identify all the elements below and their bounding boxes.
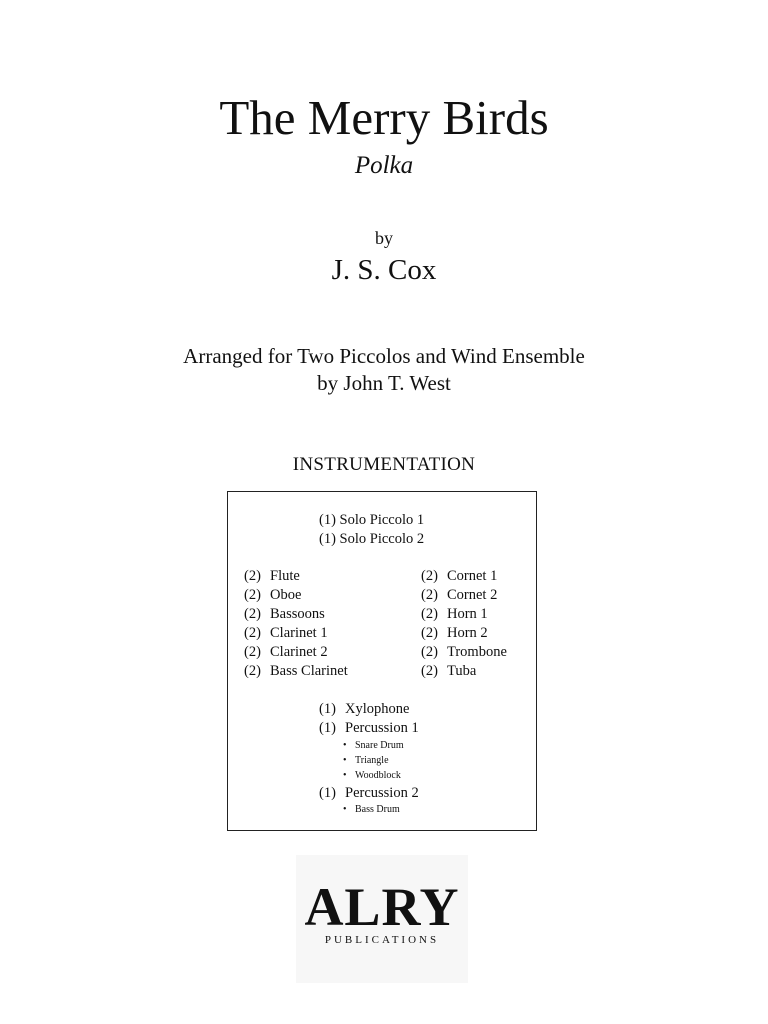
- instrument-name: Horn 1: [447, 606, 488, 622]
- instrument-count: (2): [421, 625, 438, 641]
- instrument-tuba: [421, 662, 476, 681]
- publisher-logo: [296, 855, 468, 983]
- arrangement-line-2: by John T. West: [317, 371, 451, 395]
- instrument-name: Oboe: [270, 587, 302, 603]
- instrument-horn-1: [421, 605, 488, 624]
- instrument-count: (1): [319, 531, 336, 547]
- composer-name: J. S. Cox: [331, 254, 437, 286]
- instrument-count: (2): [421, 568, 438, 584]
- instrument-count: (1): [319, 720, 336, 736]
- instrument-count: (2): [421, 587, 438, 603]
- subtitle: Polka: [354, 152, 414, 179]
- instrument-count: (2): [244, 606, 261, 622]
- instrument-name: Cornet 1: [447, 568, 498, 584]
- instrumentation-box: [227, 491, 537, 831]
- instrument-flute: [244, 567, 300, 586]
- instrument-name: Clarinet 1: [270, 625, 328, 641]
- instrumentation-heading: INSTRUMENTATION: [292, 454, 476, 475]
- instrument-count: (1): [319, 512, 336, 528]
- instrument-name: Percussion 2: [345, 785, 419, 801]
- instrument-name: Clarinet 2: [270, 644, 328, 660]
- instrument-name: Solo Piccolo 2: [339, 531, 425, 547]
- instrument-count: (2): [244, 587, 261, 603]
- instrument-name: Bassoons: [270, 606, 325, 622]
- page-title: The Merry Birds: [219, 90, 549, 145]
- percussion-item-label: Bass Drum: [355, 804, 400, 815]
- instrument-oboe: [244, 586, 301, 605]
- percussion-item-label: Triangle: [355, 755, 389, 766]
- bullet-icon: •: [343, 740, 347, 751]
- instrument-solo-piccolo-1: [319, 511, 424, 530]
- instrument-count: (2): [244, 568, 261, 584]
- percussion-item-triangle: [343, 754, 389, 768]
- instrument-clarinet-2: [244, 643, 328, 662]
- instrument-name: Trombone: [447, 644, 507, 660]
- instrument-name: Solo Piccolo 1: [339, 512, 425, 528]
- instrument-name: Bass Clarinet: [270, 663, 348, 679]
- percussion-item-label: Woodblock: [355, 770, 401, 781]
- instrument-percussion-2: [319, 784, 419, 803]
- instrument-count: (1): [319, 701, 336, 717]
- instrument-clarinet-1: [244, 624, 328, 643]
- bullet-icon: •: [343, 804, 347, 815]
- bullet-icon: •: [343, 755, 347, 766]
- instrument-xylophone: [319, 700, 409, 719]
- instrument-count: (2): [244, 625, 261, 641]
- publisher-name: ALRY: [304, 877, 460, 937]
- by-label: by: [375, 228, 393, 248]
- instrument-name: Cornet 2: [447, 587, 498, 603]
- instrument-cornet-1: [421, 567, 497, 586]
- instrument-count: (2): [244, 644, 261, 660]
- instrument-trombone: [421, 643, 507, 662]
- instrument-count: (2): [421, 663, 438, 679]
- percussion-item-label: Snare Drum: [355, 740, 404, 751]
- instrument-solo-piccolo-2: [319, 530, 424, 549]
- instrument-name: Percussion 1: [345, 720, 419, 736]
- instrument-name: Tuba: [447, 663, 477, 679]
- instrument-cornet-2: [421, 586, 497, 605]
- instrument-percussion-1: [319, 719, 419, 738]
- bullet-icon: •: [343, 770, 347, 781]
- instrument-bassoons: [244, 605, 325, 624]
- arrangement-line-1: Arranged for Two Piccolos and Wind Ensemble: [183, 344, 585, 368]
- percussion-item-snare-drum: [343, 739, 404, 753]
- instrument-name: Horn 2: [447, 625, 488, 641]
- instrument-name: Xylophone: [345, 701, 410, 717]
- publisher-tagline: PUBLICATIONS: [324, 934, 440, 946]
- instrument-horn-2: [421, 624, 488, 643]
- instrument-count: (2): [421, 644, 438, 660]
- instrument-bass-clarinet: [244, 662, 348, 681]
- percussion-item-woodblock: [343, 769, 401, 783]
- instrument-count: (1): [319, 785, 336, 801]
- instrument-name: Flute: [270, 568, 300, 584]
- percussion-item-bass-drum: [343, 803, 400, 817]
- instrument-count: (2): [421, 606, 438, 622]
- instrument-count: (2): [244, 663, 261, 679]
